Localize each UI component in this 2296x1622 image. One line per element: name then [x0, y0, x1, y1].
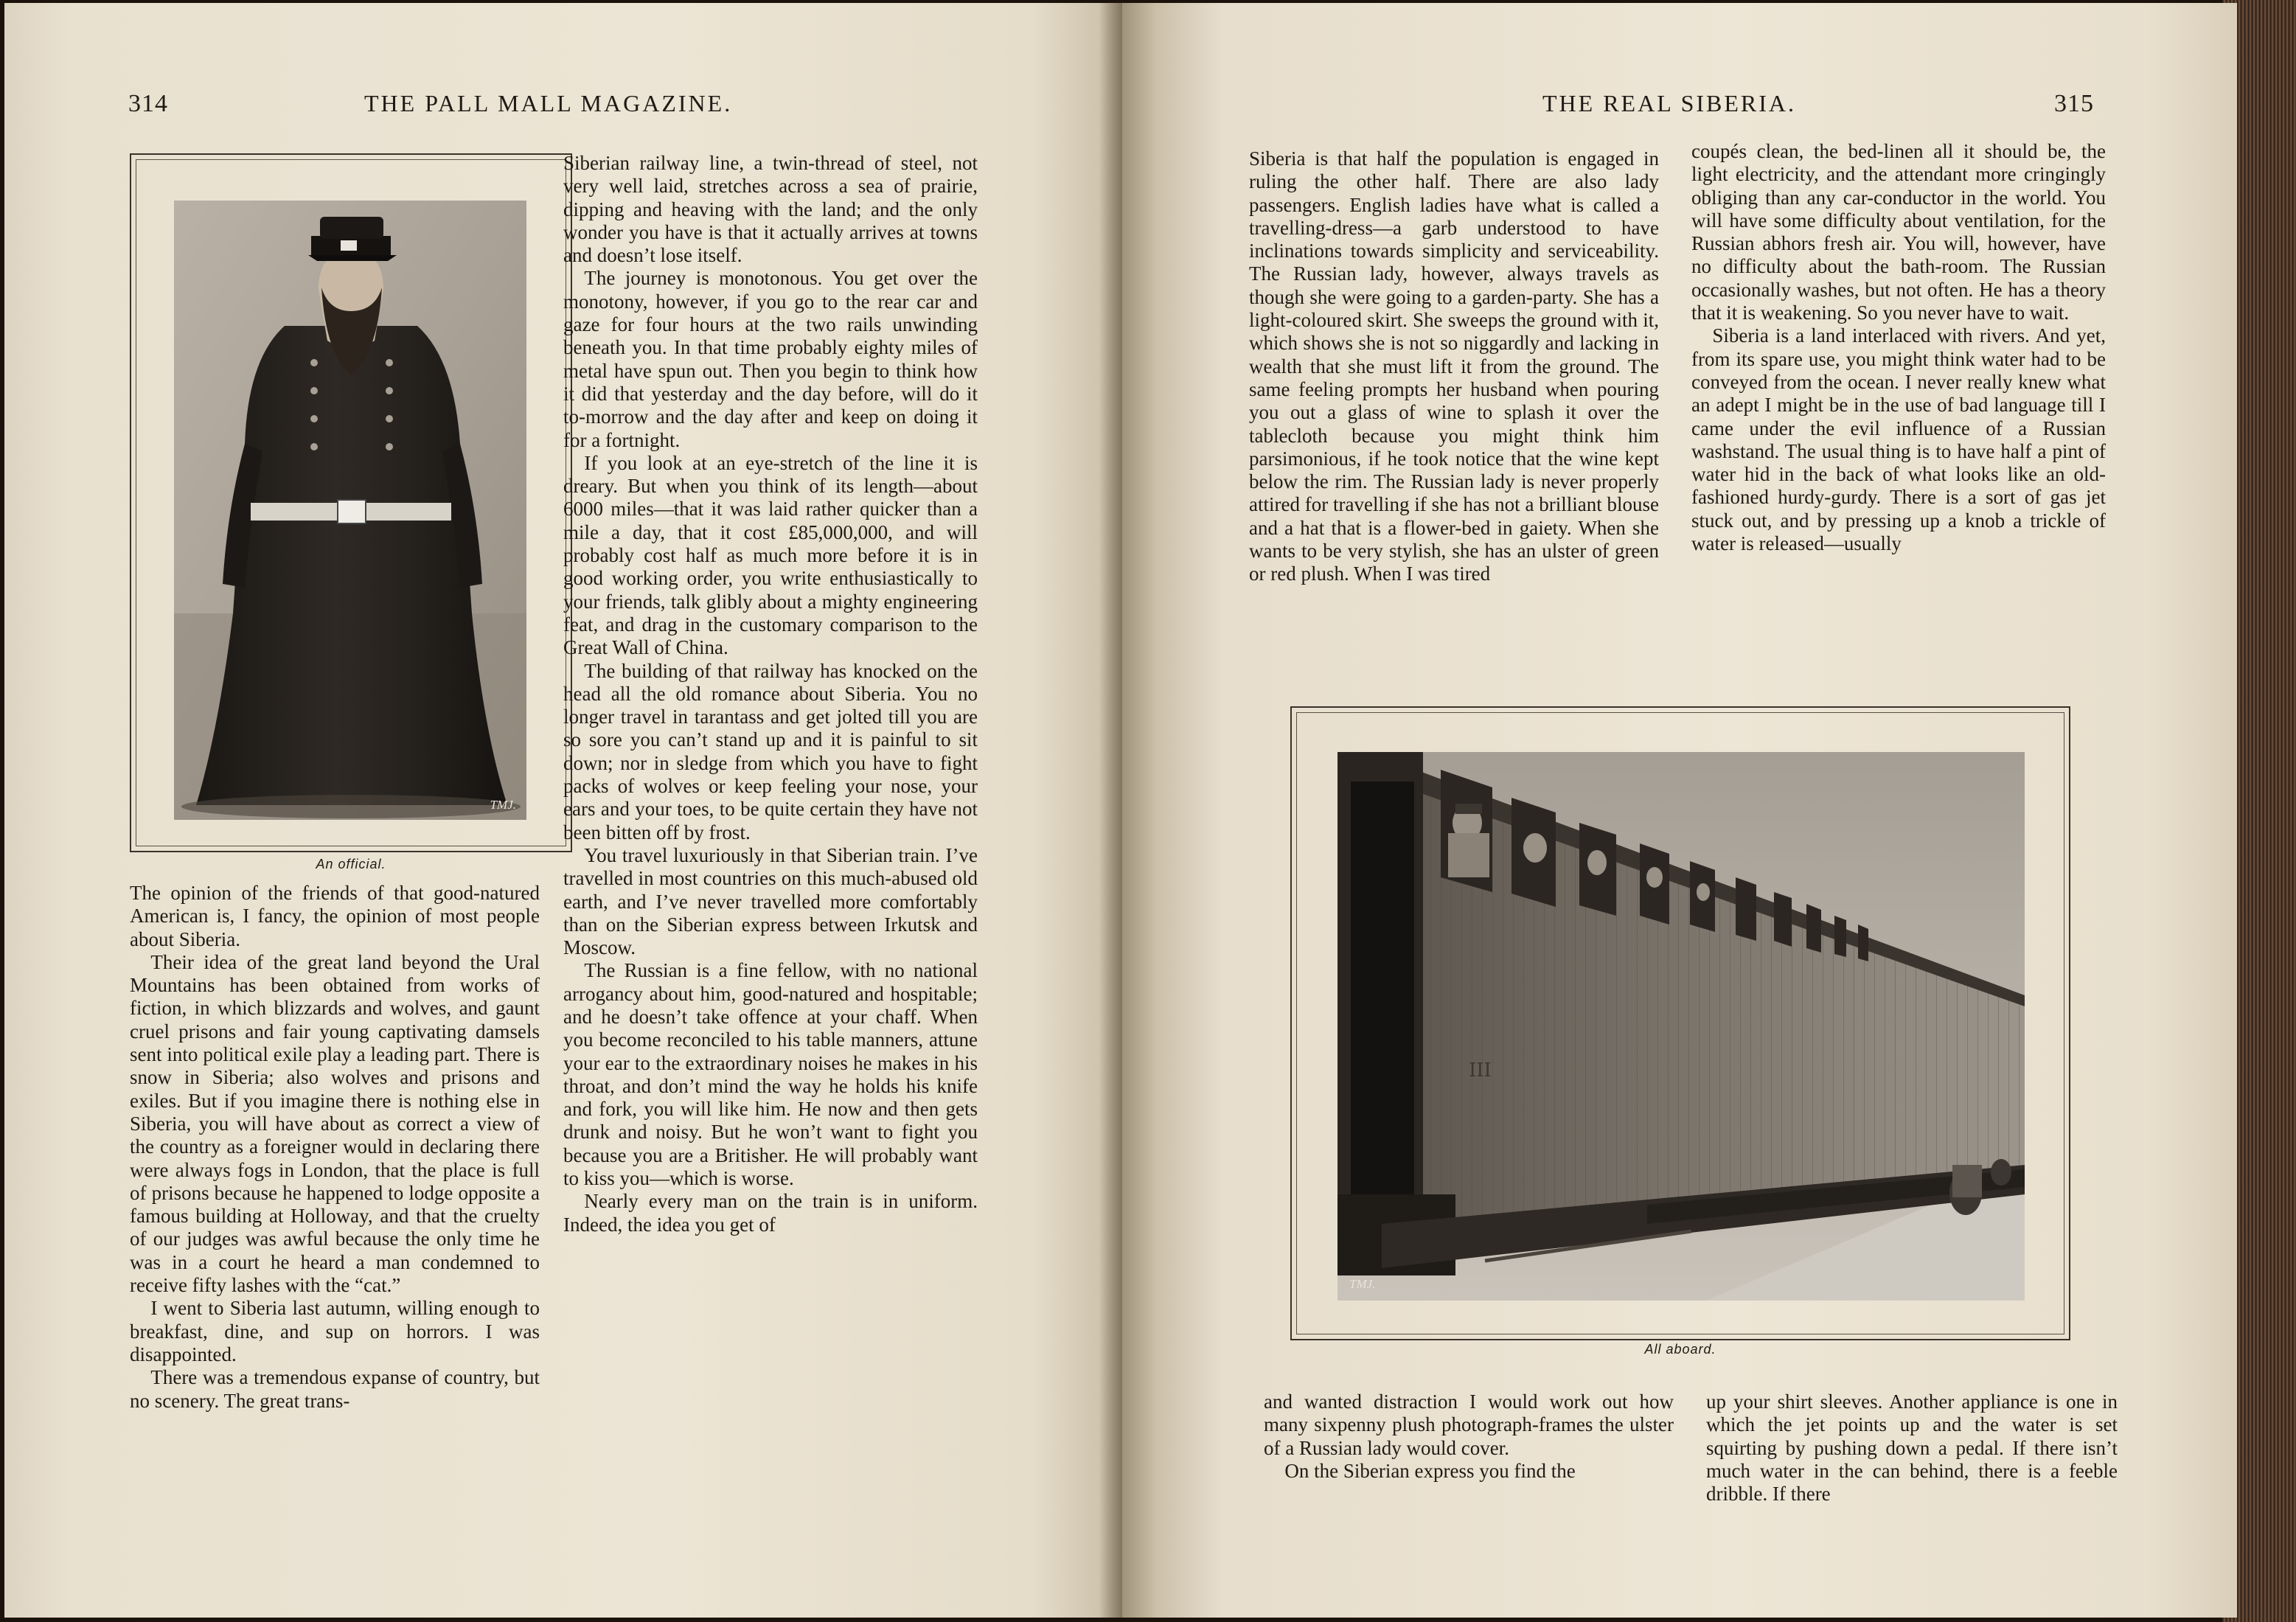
right-page-column-4 [1706, 1390, 2118, 1506]
right-page-column-2 [1691, 140, 2106, 555]
carriage-class-mark: III [1469, 1059, 1492, 1082]
page-number-left: 314 [128, 90, 168, 117]
official-portrait-image [174, 201, 526, 820]
train-photo [1337, 752, 2025, 1301]
paragraph: coupés clean, the bed-linen all it should be, the light electricity, and the attendant more cringingly obliging than any car-conductor in the world. You will have some difficulty about ventilation, for the Russian abhors fresh air. You will, however, have no difficulty about the bath-room. The Russian occasionally washes, but not often. He has a theory that it is weakening. So you never have to wait. [1691, 140, 2106, 324]
paragraph: up your shirt sleeves. Another appliance is one in which the jet points up and the water is set squirting by pushing down a pedal. If there isn’t much water in the can behind, there is a feeble dribble. If there [1706, 1390, 2118, 1506]
running-head-right: THE REAL SIBERIA. [1542, 90, 1797, 116]
official-photo [174, 201, 526, 820]
paragraph: You travel luxuriously in that Siberian train. I’ve travelled in most countries on this much-abused old earth, and I’ve never travelled more comfortably than on the Siberian express between Irkutsk and Moscow. [563, 843, 978, 959]
official-figure-caption: An official. [316, 857, 386, 871]
paragraph: On the Siberian express you find the [1284, 1459, 1576, 1482]
right-page-column-1 [1249, 147, 1659, 586]
paragraph: The opinion of the friends of that good-natured American is, I fancy, the opinion of most people about Siberia. [130, 882, 540, 950]
train-photo-signature: TMJ. [1349, 1277, 1376, 1291]
paragraph: I went to Siberia last autumn, willing enough to breakfast, dine, and sup on horrors. I was disappointed. [130, 1297, 540, 1365]
right-page-column-3 [1264, 1390, 1674, 1483]
paragraph: The Russian is a fine fellow, with no national arrogancy about him, good-natured and hospitable; and he doesn’t take offence at your chaff. When you become reconciled to his table manners, attune your ear to the extraordinary noises he makes in his throat, and don’t mind the way he holds his knife and fork, you will like him. He now and then gets drunk and noisy. But he won’t want to fight you because you are a Britisher. He will probably want to kiss you—which is worse. [563, 959, 978, 1190]
paragraph: The journey is monotonous. You get over the monotony, however, if you go to the rear car and gaze for four hours at the two rails unwinding beneath you. In that time probably eighty miles of metal have spun out. Then you begin to think how it did that yesterday and the day before, will do it to-morrow and the day after and keep on doing it for a fortnight. [563, 267, 978, 451]
paragraph: Their idea of the great land beyond the Ural Mountains has been obtained from works of fiction, in which blizzards and wolves, and gaunt cruel prisons and fair young captivating damsels sent into political exile play a leading part. There is snow in Siberia; also wolves and prisons and exiles. But if you imagine there is nothing else in Siberia, you will have about as correct a view of the country as a foreigner would in declaring there were always fogs in London, that the place is full of prisons because he happened to lodge opposite a famous building at Holloway, and that the cruelty of our judges was awful because the only time he was in a court he heard a man condemned to receive fifty lashes with the “cat.” [130, 950, 540, 1297]
running-head-left: THE PALL MALL MAGAZINE. [364, 90, 733, 116]
left-page-column-1 [130, 882, 540, 1413]
train-figure-caption: All aboard. [1644, 1342, 1716, 1357]
paragraph: If you look at an eye-stretch of the line it is dreary. But when you think of its length—about 6000 miles—that it was laid rather quicker than a mile a day, that it cost £85,000,000, and will probably cost half as much more before it is in good working order, you write enthusiastically to your friends, talk glibly about a mighty engineering feat, and drag in the customary comparison to the Great Wall of China. [563, 451, 978, 659]
paragraph: The building of that railway has knocked on the head all the old romance about Siberia. You no longer travel in tarantass and get jolted till you are so sore you can’t stand up and it is painful to sit down; nor in sledge from which you have to fight packs of wolves or keep feeling your nose, your ears and your toes, to be quite certain they have not been bitten off by frost. [563, 659, 978, 843]
paragraph: Nearly every man on the train is in uniform. Indeed, the idea you get of [563, 1190, 978, 1236]
paragraph: Siberian railway line, a twin-thread of steel, not very well laid, stretches across a sea of prairie, dipping and heaving with the land; and the only wonder you have is that it actually arrives at towns and doesn’t lose itself. [563, 152, 978, 267]
left-page-column-2 [563, 152, 978, 1236]
paragraph: There was a tremendous expanse of country, but no scenery. The great trans- [130, 1366, 540, 1412]
train-carriage-image [1337, 752, 2025, 1301]
paragraph: Siberia is that half the population is engaged in ruling the other half. There are also lady passengers. English ladies have what is called a travelling-dress—a garb understood to have inclinations towards simplicity and serviceability. The Russian lady, however, always travels as though she were going to a garden-party. She has a light-coloured skirt. She sweeps the ground with it, which shows she is not so niggardly and lacking in wealth that she must lift it from the ground. The same feeling prompts her husband when pouring you out a glass of wine to splash it over the tablecloth because you might think him parsimonious, if he took notice that the wine kept below the rim. The Russian lady is never properly attired for travelling if she has not a brilliant blouse and a hat that is a flower-bed in gaiety. When she wants to be very stylish, she has an ulster of green or red plush. When I was tired [1249, 147, 1659, 585]
paragraph: Siberia is a land interlaced with rivers. And yet, from its spare use, you might think water had to be conveyed from the ocean. I never really knew what an adept I might be in the use of bad language till I came under the evil influence of a Russian washstand. The usual thing is to have half a pint of water hid in the back of what looks like an old-fashioned hurdy-gurdy. There is a sort of gas jet stuck out, and by pressing up a knob a trickle of water is released—usually [1691, 324, 2106, 555]
paragraph: and wanted distraction I would work out how many sixpenny plush photograph-frames the ulster of a Russian lady would cover. [1264, 1390, 1674, 1459]
left-page [4, 3, 1122, 1618]
page-number-right: 315 [2054, 90, 2094, 117]
official-photo-signature: TMJ. [490, 798, 516, 812]
right-page [1122, 3, 2237, 1618]
